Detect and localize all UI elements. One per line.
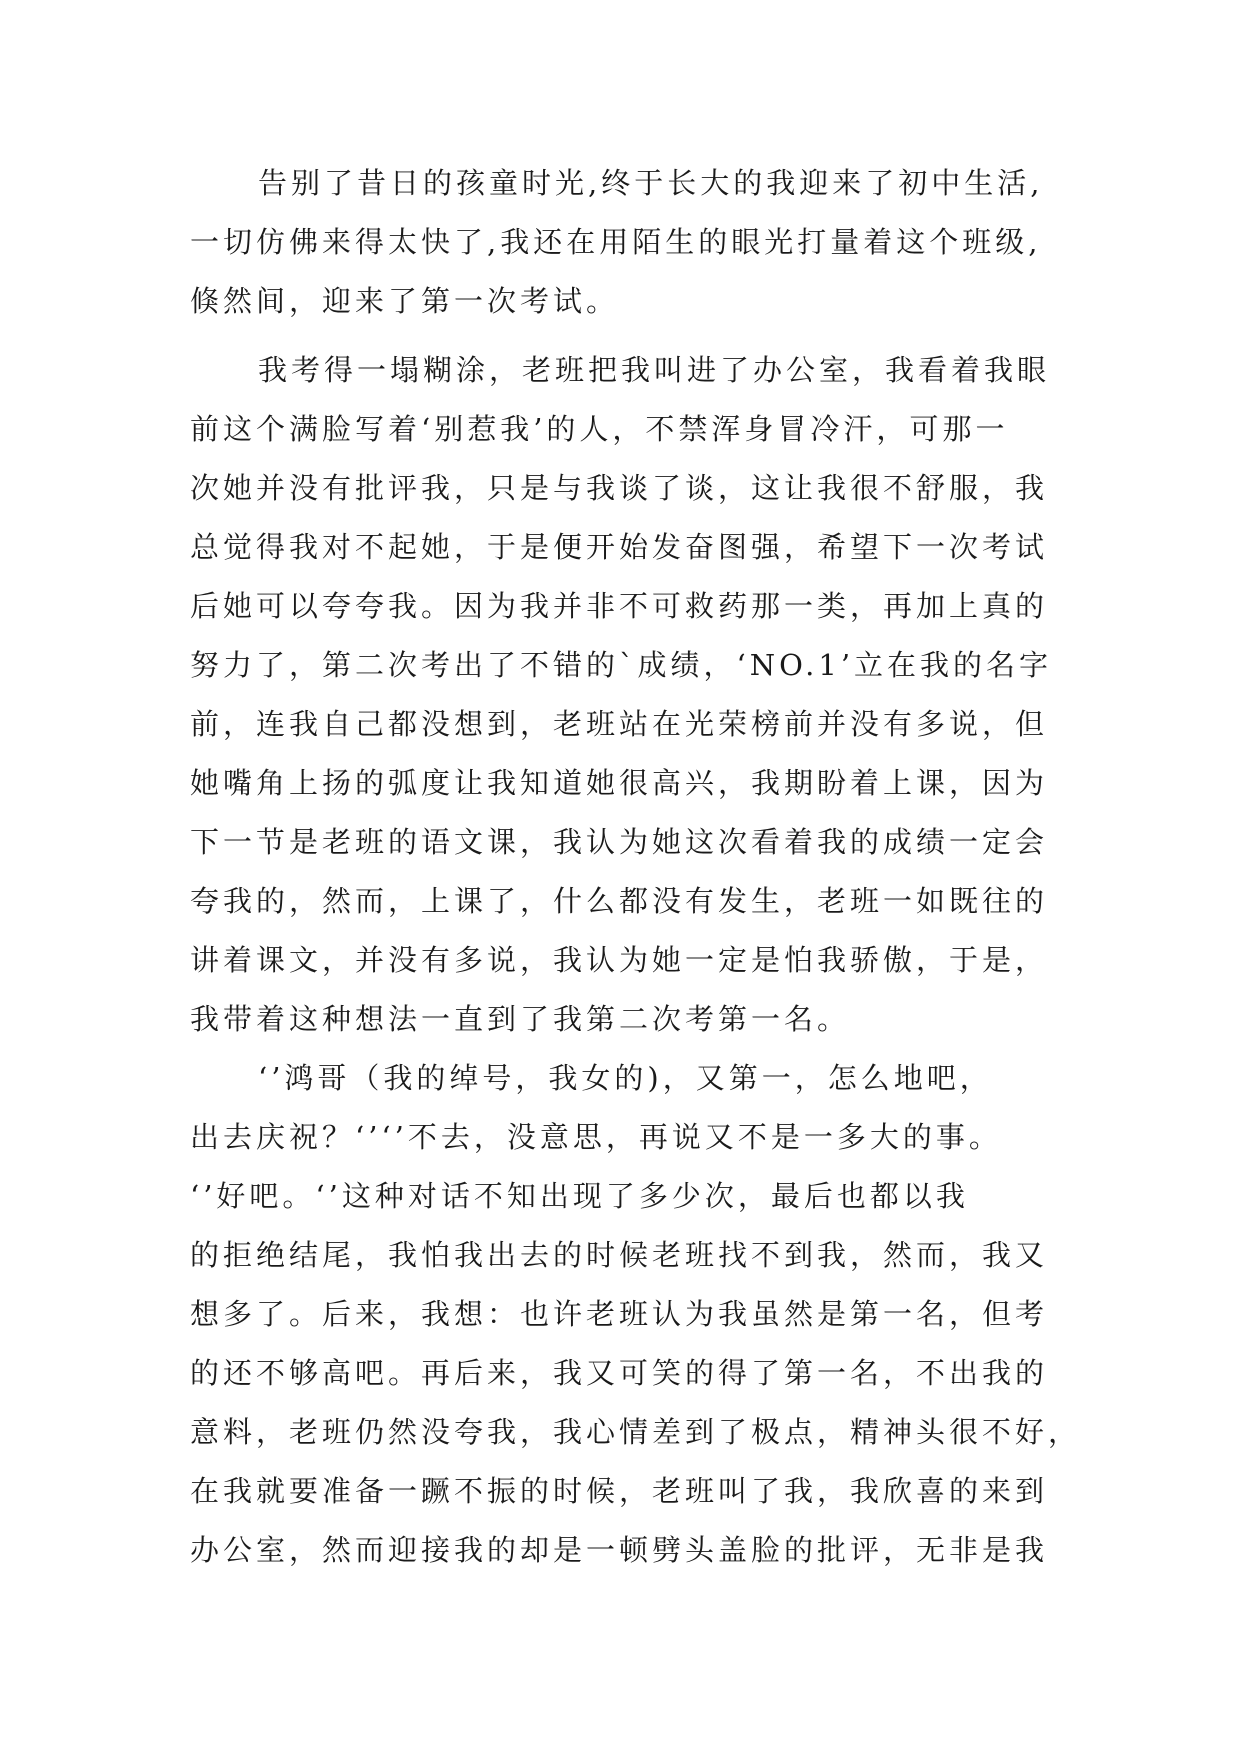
text-line: 总觉得我对不起她，于是便开始发奋图强，希望下一次考试 bbox=[190, 530, 1049, 564]
paragraph-3 bbox=[190, 1049, 1090, 1580]
text-line: 我考得一塌糊涂，老班把我叫进了办公室，我看着我眼 bbox=[258, 353, 1051, 387]
text-line: 次她并没有批评我，只是与我谈了谈，这让我很不舒服，我 bbox=[190, 471, 1049, 505]
text-line: 我带着这种想法一直到了我第二次考第一名。 bbox=[190, 1002, 851, 1036]
text-line: 前这个满脸写着‘别惹我’的人，不禁浑身冒冷汗，可那一 bbox=[190, 412, 1009, 446]
text-line: 努力了，第二次考出了不错的`成绩，‘NO.1’立在我的名字 bbox=[190, 648, 1053, 682]
text-line: 的拒绝结尾，我怕我出去的时候老班找不到我，然而，我又 bbox=[190, 1238, 1049, 1272]
text-line: 倏然间，迎来了第一次考试。 bbox=[190, 284, 620, 318]
text-line: ‘’鸿哥（我的绰号，我女的)，又第一，怎么地吧， bbox=[258, 1061, 993, 1095]
text-line: 在我就要准备一蹶不振的时候，老班叫了我，我欣喜的来到 bbox=[190, 1474, 1049, 1508]
text-line: 意料，老班仍然没夸我，我心情差到了极点，精神头很不好， bbox=[190, 1415, 1082, 1449]
text-line: 的还不够高吧。再后来，我又可笑的得了第一名，不出我的 bbox=[190, 1356, 1049, 1390]
text-line: ‘’好吧。‘’这种对话不知出现了多少次，最后也都以我 bbox=[190, 1179, 969, 1213]
paragraph-1 bbox=[190, 154, 1090, 331]
essay-body bbox=[190, 154, 1090, 1580]
text-line: 下一节是老班的语文课，我认为她这次看着我的成绩一定会 bbox=[190, 825, 1049, 859]
text-line: 出去庆祝？‘’‘’不去，没意思，再说又不是一多大的事。 bbox=[190, 1120, 1002, 1154]
paragraph-2 bbox=[190, 341, 1090, 1049]
text-line: 办公室，然而迎接我的却是一顿劈头盖脸的批评，无非是我 bbox=[190, 1533, 1049, 1567]
text-line: 夸我的，然而，上课了，什么都没有发生，老班一如既往的 bbox=[190, 884, 1049, 918]
text-line: 前，连我自己都没想到，老班站在光荣榜前并没有多说，但 bbox=[190, 707, 1049, 741]
text-line: 讲着课文，并没有多说，我认为她一定是怕我骄傲，于是， bbox=[190, 943, 1049, 977]
text-line: 她嘴角上扬的弧度让我知道她很高兴，我期盼着上课，因为 bbox=[190, 766, 1049, 800]
text-line: 想多了。后来，我想：也许老班认为我虽然是第一名，但考 bbox=[190, 1297, 1049, 1331]
text-line: 告别了昔日的孩童时光,终于长大的我迎来了初中生活, bbox=[258, 166, 1044, 200]
text-line: 一切仿佛来得太快了,我还在用陌生的眼光打量着这个班级, bbox=[190, 225, 1042, 259]
text-line: 后她可以夸夸我。因为我并非不可救药那一类，再加上真的 bbox=[190, 589, 1049, 623]
